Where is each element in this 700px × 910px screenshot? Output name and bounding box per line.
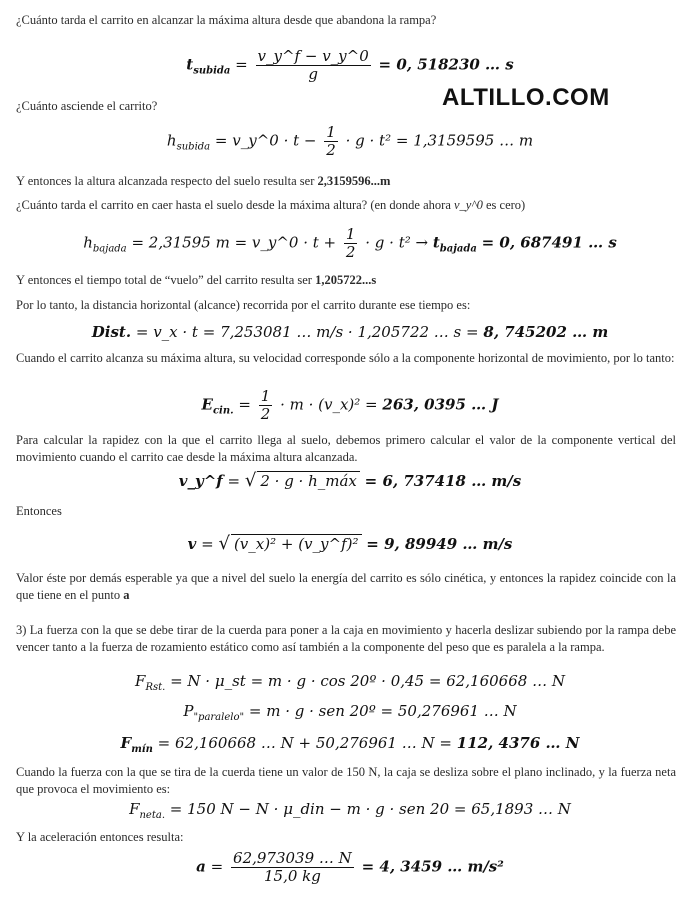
equation-v: v = √ (v_x)² + (v_y^f)² = 9, 89949 … m/s: [187, 533, 513, 554]
altura-suelo-text: Y entonces la altura alcanzada respecto del suelo resulta ser 2,3159596...m: [16, 174, 391, 188]
question-subida-time: ¿Cuánto tarda el carrito en alcanzar la máxima altura desde que abandona la rampa?: [16, 13, 437, 27]
equation-fneta: $F_{neta.} = 150$ N − N · μ_din − m · g · sen 20 = 65,1893 … N: [129, 800, 571, 821]
tiempo-vuelo-text: Y entonces el tiempo total de “vuelo” del carrito resulta ser 1,205722...s: [16, 273, 377, 287]
equation-a: a = $\frac{62,973039 \dots N}{15,0 kg}$ = 4, 3459 … m/s²: [196, 849, 504, 885]
question-ascenso: ¿Cuánto asciende el carrito?: [16, 99, 158, 113]
equation-distancia: Dist. = v_x · t = 7,253081 … m/s · 1,205722 … s = 8, 745202 … m: [91, 323, 609, 341]
valor-esperable-text: Valor éste por demás esperable ya que a nivel del suelo la energía del carrito es sólo cinética, y entonces la rapidez coincide con la que tiene en el punto a: [16, 571, 676, 602]
entonces-text: Entonces: [16, 504, 62, 518]
equation-h-subida: $h_{subida}$ = v_y^0 · t − $\frac{1}{2}$ · g · t² = 1,3159595 … m: [166, 123, 534, 159]
equation-bajada: $h_{bajada} = 2,31595$ m = v_y^0 · t + $\frac{1}{2}$ · $g \cdot t^2 \to t_{bajada} = 0$, 687491 … s: [83, 225, 617, 261]
watermark-logo: ALTILLO.COM: [442, 84, 610, 111]
equation-vyf: v_y^f = √ 2 · g · h_máx = 6, 737418 … m/s: [178, 470, 522, 491]
equation-pparalelo: $P_{"paralelo"} = m \cdot g$ · sen 20º = 50,276961 … N: [183, 702, 517, 723]
equation-frst: $F_{Rst.} = N$ · μ_st = m · g · cos 20º · 0,45 = 62,160668 … N: [135, 672, 565, 693]
maxima-altura-text: Cuando el carrito alcanza su máxima altura, su velocidad corresponde sólo a la componente horizontal de movimiento, por lo tanto:: [16, 351, 675, 365]
equation-fmin: $F_{mín} = 62,160668$ … N + 50,276961 … N = 112, 4376 … N: [120, 734, 580, 755]
fuerza-cuerda-text: 3) La fuerza con la que se debe tirar de la cuerda para poner a la caja en movimiento y hacerla deslizar subiendo por la rampa debe vencer tanto a la fuerza de rozamiento estático como así también a la componente del peso que es paralela a la rampa.: [16, 623, 676, 654]
question-bajada-time: ¿Cuánto tarda el carrito en caer hasta el suelo desde la máxima altura? (en donde ahora v_y^0 es cero): [16, 198, 526, 212]
equation-t-subida: $t_{subida}$ = $\frac{v\_y\^{}f - v\_y\^{}0}{g}$ = 0, 518230 … s: [186, 47, 514, 83]
fuerza-neta-text: Cuando la fuerza con la que se tira de la cuerda tiene un valor de 150 N, la caja se desliza sobre el plano inclinado, y la fuerza neta que provoca el movimiento es:: [16, 765, 676, 796]
rapidez-text: Para calcular la rapidez con la que el carrito llega al suelo, debemos primero calcular el valor de la componente vertical del movimiento cuando el carrito cae desde la máxima altura alcanzada.: [16, 433, 676, 464]
alcance-text: Por lo tanto, la distancia horizontal (alcance) recorrida por el carrito durante ese tiempo es:: [16, 298, 471, 312]
equation-ecin: $E_{cin.}$ = $\frac{1}{2}$ · m · (v_x)² = 263, 0395 … J: [201, 387, 499, 423]
aceleracion-text: Y la aceleración entonces resulta:: [16, 830, 184, 844]
